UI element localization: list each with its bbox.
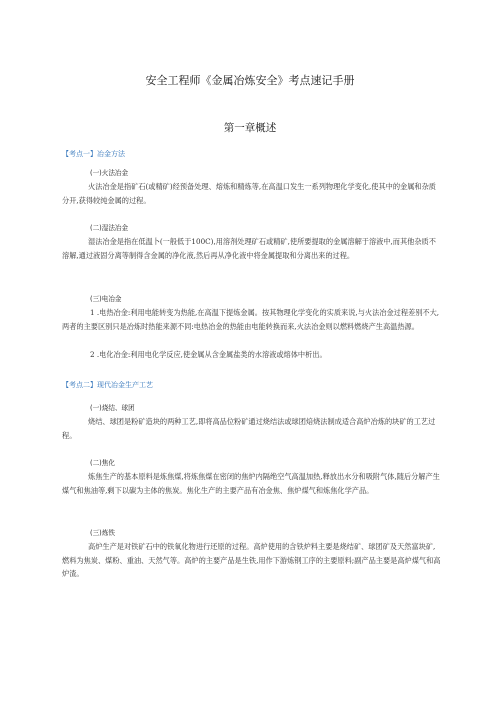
paragraph-1-1: 火法冶金是指矿石(或精矿)经预备处理、熔炼和精炼等,在高温口发生一系列物理化学变化,使其中的金属和杂质分开,获得较纯金属的过程。 — [62, 182, 436, 205]
list-item-2: 2 .电化冶金:利用电化学反应,使金属从含金属盐类的水溶液或熔体中析出。 — [90, 350, 327, 359]
section-heading-2: 【考点二】现代冶金生产工艺 — [62, 381, 153, 389]
paragraph-2-1: 烧结、球团是粉矿造块的两种工艺,即将高品位粉矿通过烧结法或球团焙烧法制成适合高炉冶炼的块矿的工艺过程。 — [62, 417, 436, 440]
subsection-heading-2-3: (三)炼铁 — [90, 529, 115, 537]
subsection-heading-1-2: (二)湿法冶金 — [90, 224, 129, 232]
subsection-heading-1-3: (三)电冶金 — [90, 295, 122, 303]
subsection-heading-1-1: (一)火法冶金 — [90, 169, 129, 177]
paragraph-2-3: 高炉生产是对铁矿石中的铁氧化物进行还原的过程。高炉使用的含铁炉料主要是烧结矿、球团矿及天然富块矿,燃料为焦炭、煤粉、重油、天然气等。高炉的主要产品是生铁,用作下游炼钢工序的主要原料;副产品主要是高炉煤气和高炉渣。 — [62, 542, 441, 578]
list-item-1: 1 .电热冶金:利用电能转变为热能,在高温下提炼金属。按其物理化学变化的实质来说,与火法冶金过程差别不大,两者的主要区别只是冶炼时热能来源不同:电热冶金的热能由电能转换而来,火法冶金则以燃料燃烧产生高温热源。 — [62, 308, 440, 331]
paragraph-2-2: 炼焦生产的基本原料是炼焦煤,将炼焦煤在密闭的焦炉内隔绝空气高温加热,释放出水分和吸附气体,随后分解产生煤气和焦油等,剩下以碳为主体的焦炭。焦化生产的主要产品有冶金焦、焦炉煤气和炼焦化学产品。 — [62, 472, 440, 495]
chapter-title: 第一章概述 — [223, 122, 277, 134]
paragraph-1-2: 湿法冶金是指在低温卜(一般低于100C),用溶剂处理矿石或精矿,使所要提取的金属溶解于溶液中,而其他杂质不溶解,通过液固分离等制得含金属的净化液,然后再从净化液中将金属提取和分离出来的过程。 — [62, 237, 436, 260]
document-title: 安全工程师《金属冶炼安全》考点速记手册 — [145, 74, 355, 87]
subsection-heading-2-1: (一)烧结、球团 — [90, 404, 135, 412]
subsection-heading-2-2: (二)焦化 — [90, 459, 115, 467]
section-heading-1: 【考点一】冶金方法 — [62, 150, 125, 158]
